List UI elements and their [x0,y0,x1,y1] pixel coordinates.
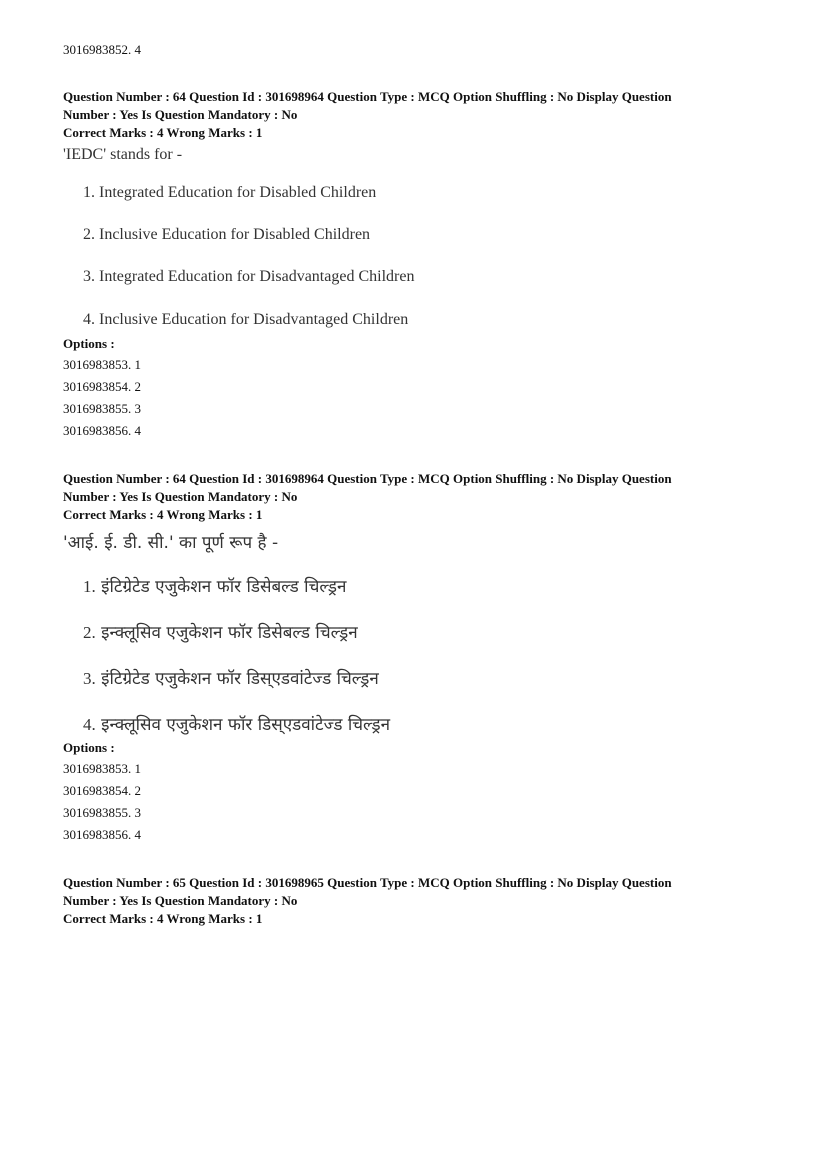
choice-text: इन्क्लूसिव एजुकेशन फॉर डिस्एडवांटेज्ड चिल्ड्रन [101,715,391,735]
previous-option-line: 3016983852. 4 [63,42,141,57]
q64-en-option-id: 3016983855. 3 [63,401,141,416]
q64-en-options-list [63,354,141,442]
q64-en-option-id: 3016983854. 2 [63,379,141,394]
q64-hi-meta-line1: Question Number : 64 Question Id : 301698964 Question Type : MCQ Option Shuffling : No Display Question [63,471,672,486]
q64-hi-options-label: Options : [63,740,115,755]
choice-number: 3. [83,669,96,688]
q64-hi-option-id: 3016983856. 4 [63,827,141,842]
q64-en-meta-line3: Correct Marks : 4 Wrong Marks : 1 [63,125,263,140]
choice-number: 2. [83,623,96,642]
q64-hi-meta-line3: Correct Marks : 4 Wrong Marks : 1 [63,507,263,522]
q64-hi-choice-1 [83,574,346,597]
q64-en-question-text: 'IEDC' stands for - [63,146,183,163]
q64-en-choice-2: 2. Inclusive Education for Disabled Children [83,226,371,243]
q64-hi-option-id: 3016983855. 3 [63,805,141,820]
q64-hi-option-id: 3016983853. 1 [63,761,141,776]
q64-hi-choice-2 [83,620,358,643]
choice-text: इंटिग्रेटेड एजुकेशन फॉर डिस्एडवांटेज्ड चिल्ड्रन [101,669,379,689]
q64-en-choice-4: 4. Inclusive Education for Disadvantaged Children [83,311,409,328]
q64-en-choice-3: 3. Integrated Education for Disadvantaged Children [83,268,415,285]
q64-hi-meta-line2: Number : Yes Is Question Mandatory : No [63,489,298,504]
q64-en-meta-line1: Question Number : 64 Question Id : 301698964 Question Type : MCQ Option Shuffling : No Display Question [63,89,672,104]
q65-meta-line1: Question Number : 65 Question Id : 301698965 Question Type : MCQ Option Shuffling : No Display Question [63,875,672,890]
q64-en-meta [63,88,763,142]
choice-text: इन्क्लूसिव एजुकेशन फॉर डिसेबल्ड चिल्ड्रन [101,623,358,643]
q64-hi-choice-4 [83,712,390,735]
q64-en-choice-1: 1. Integrated Education for Disabled Children [83,184,377,201]
q65-meta [63,874,763,928]
q64-en-option-id: 3016983856. 4 [63,423,141,438]
q64-hi-question-text: 'आई. ई. डी. सी.' का पूर्ण रूप है - [63,533,279,553]
choice-text: इंटिग्रेटेड एजुकेशन फॉर डिसेबल्ड चिल्ड्रन [101,577,347,597]
q64-en-options-label: Options : [63,336,115,351]
choice-number: 4. [83,715,96,734]
q64-hi-options-list [63,758,141,846]
q65-meta-line2: Number : Yes Is Question Mandatory : No [63,893,298,908]
q64-hi-option-id: 3016983854. 2 [63,783,141,798]
q64-en-option-id: 3016983853. 1 [63,357,141,372]
q64-hi-meta [63,470,763,524]
choice-number: 1. [83,577,96,596]
q64-hi-choice-3 [83,666,379,689]
q64-en-meta-line2: Number : Yes Is Question Mandatory : No [63,107,298,122]
q65-meta-line3: Correct Marks : 4 Wrong Marks : 1 [63,911,263,926]
